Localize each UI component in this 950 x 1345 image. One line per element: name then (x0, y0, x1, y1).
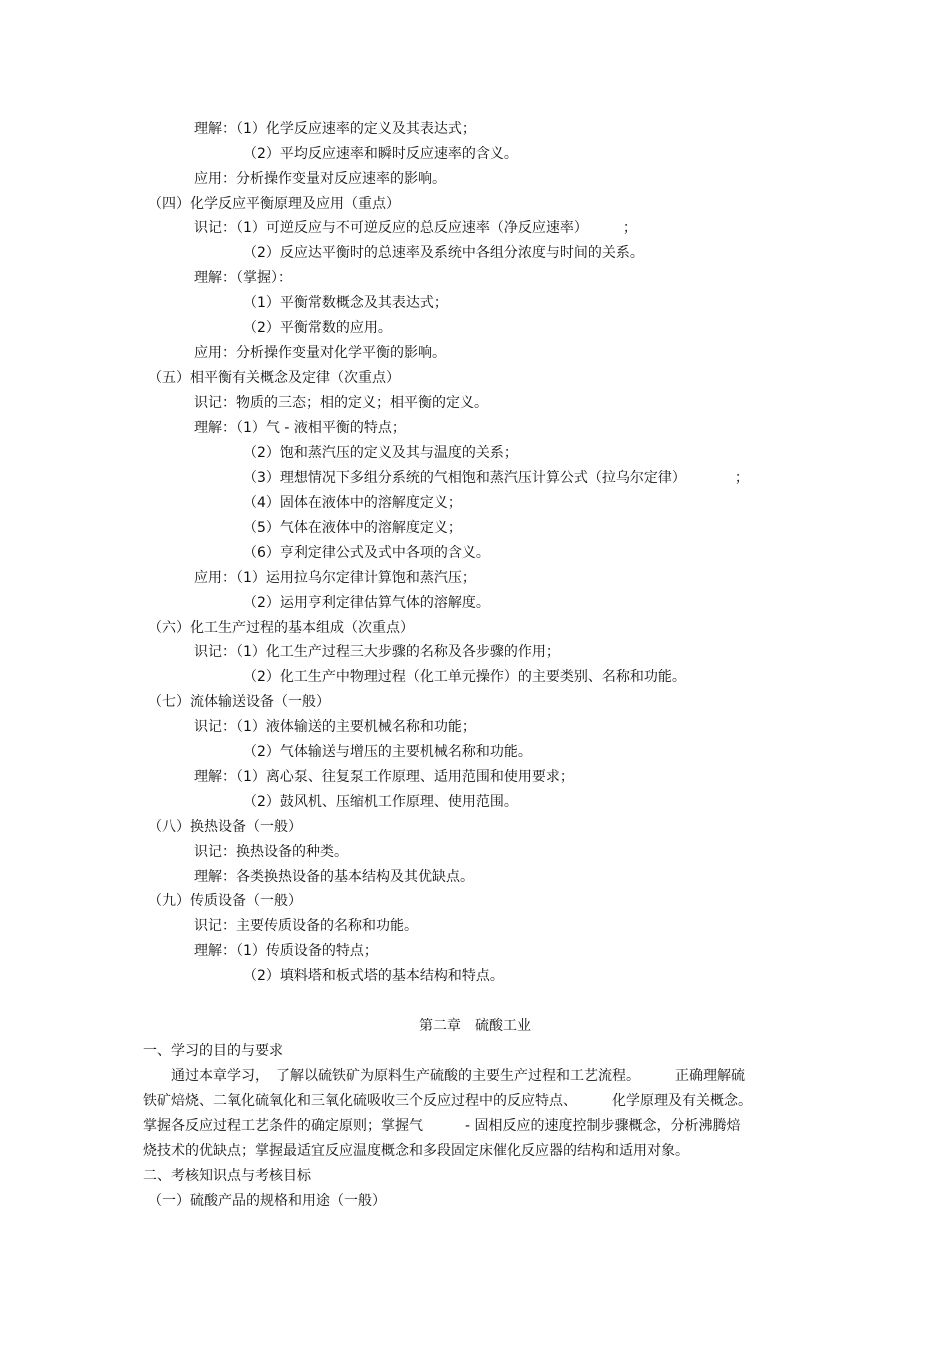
text-line: 应用：分析操作变量对反应速率的影响。 (194, 171, 446, 187)
text-line: （2）运用亨利定律估算气体的溶解度。 (243, 595, 490, 611)
text-line: 识记：（1）液体输送的主要机械名称和功能； (194, 719, 476, 735)
text-line: （2）饱和蒸汽压的定义及其与温度的关系； (243, 445, 518, 461)
text-line: 理解：（1）离心泵、往复泵工作原理、适用范围和使用要求； (194, 769, 574, 785)
text-line: （2）平衡常数的应用。 (243, 320, 392, 336)
text-line: 识记：物质的三态；相的定义；相平衡的定义。 (194, 395, 488, 411)
text-line: （2）气体输送与增压的主要机械名称和功能。 (243, 744, 532, 760)
paragraph-line: 铁矿焙烧、二氧化硫氧化和三氧化硫吸收三个反应过程中的反应特点、 化学原理及有关概念。 (143, 1093, 752, 1109)
text-line: 理解：各类换热设备的基本结构及其优缺点。 (194, 869, 474, 885)
section-heading: 二、考核知识点与考核目标 (143, 1168, 311, 1184)
text-line: （2）填料塔和板式塔的基本结构和特点。 (243, 968, 504, 984)
paragraph-line: 烧技术的优缺点；掌握最适宜反应温度概念和多段固定床催化反应器的结构和适用对象。 (143, 1143, 689, 1159)
text-line: （5）气体在液体中的溶解度定义； (243, 520, 462, 536)
section-heading: （六）化工生产过程的基本组成（次重点） (148, 620, 414, 636)
text-line: 理解：（掌握）： (194, 270, 292, 286)
text-line: （6）亨利定律公式及式中各项的含义。 (243, 545, 490, 561)
text-line: （3）理想情况下多组分系统的气相饱和蒸汽压计算公式（拉乌尔定律） ； (243, 470, 749, 486)
text-line: 识记：（1）化工生产过程三大步骤的名称及各步骤的作用； (194, 644, 560, 660)
text-line: （2）反应达平衡时的总速率及系统中各组分浓度与时间的关系。 (243, 245, 644, 261)
text-line: 理解：（1）气 - 液相平衡的特点； (194, 420, 406, 436)
text-line: 识记：（1）可逆反应与不可逆反应的总反应速率（净反应速率） ； (194, 220, 637, 236)
text-line: （4）固体在液体中的溶解度定义； (243, 495, 462, 511)
text-line: （2）鼓风机、压缩机工作原理、使用范围。 (243, 794, 518, 810)
text-line: 识记：主要传质设备的名称和功能。 (194, 918, 418, 934)
text-line: （2）平均反应速率和瞬时反应速率的含义。 (243, 146, 518, 162)
section-heading: （九）传质设备（一般） (148, 893, 302, 909)
section-heading: （一）硫酸产品的规格和用途（一般） (148, 1193, 386, 1209)
section-heading: （四）化学反应平衡原理及应用（重点） (148, 196, 400, 212)
section-heading: 一、学习的目的与要求 (143, 1043, 283, 1059)
text-line: （2）化工生产中物理过程（化工单元操作）的主要类别、名称和功能。 (243, 669, 686, 685)
section-heading: （五）相平衡有关概念及定律（次重点） (148, 370, 400, 386)
text-line: 理解：（1）化学反应速率的定义及其表达式； (194, 121, 476, 137)
text-line: 应用：（1）运用拉乌尔定律计算饱和蒸汽压； (194, 570, 476, 586)
paragraph-line: 掌握各反应过程工艺条件的确定原则；掌握气 - 固相反应的速度控制步骤概念，分析沸腾焙 (143, 1118, 741, 1134)
section-heading: （八）换热设备（一般） (148, 819, 302, 835)
chapter-title: 第二章 硫酸工业 (419, 1018, 531, 1034)
text-line: 识记：换热设备的种类。 (194, 844, 348, 860)
text-line: 应用：分析操作变量对化学平衡的影响。 (194, 345, 446, 361)
paragraph-line: 通过本章学习， 了解以硫铁矿为原料生产硫酸的主要生产过程和工艺流程。 正确理解硫 (143, 1068, 745, 1084)
text-line: 理解：（1）传质设备的特点； (194, 943, 378, 959)
section-heading: （七）流体输送设备（一般） (148, 694, 330, 710)
text-line: （1）平衡常数概念及其表达式； (243, 295, 448, 311)
